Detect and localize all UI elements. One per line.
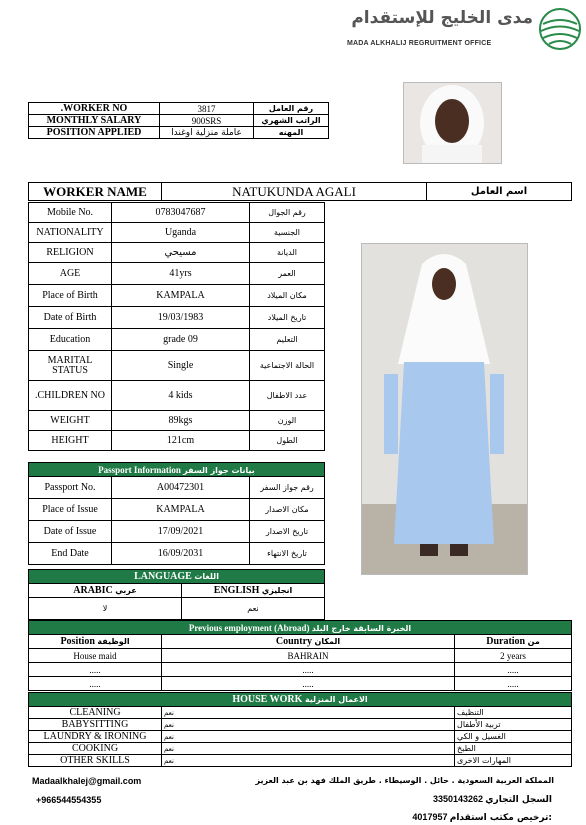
- footer-address: المملكة العربية السعودية . حائل . الوسيطاء . طريق الملك فهد بن عبد العزيز: [255, 776, 554, 785]
- detail-value: 19/03/1983: [112, 307, 250, 329]
- column-header-duration: [455, 635, 572, 649]
- license-number: 4017957: [412, 812, 448, 822]
- position-arabic: الوظيفة: [97, 637, 130, 646]
- house-work-label: COOKING: [29, 743, 162, 755]
- detail-row: [29, 381, 325, 411]
- detail-label-arabic: تاريخ الميلاد: [250, 307, 325, 329]
- language-header: [29, 570, 325, 584]
- previous-employment-header: [29, 621, 572, 635]
- summary-value: عاملة منزلية اوغندا: [160, 127, 254, 139]
- passport-row: [29, 543, 325, 565]
- house-work-label-arabic: الطبخ: [455, 743, 572, 755]
- passport-value: KAMPALA: [112, 499, 250, 521]
- passport-label-arabic: رقم جواز السفر: [250, 477, 325, 499]
- detail-label-arabic: رقم الجوال: [250, 203, 325, 223]
- detail-row: [29, 307, 325, 329]
- passport-value: 16/09/2031: [112, 543, 250, 565]
- summary-row: [29, 115, 329, 127]
- detail-label: MARITAL STATUS: [29, 351, 112, 381]
- passport-label: Passport No.: [29, 477, 112, 499]
- language-header-arabic: اللغات: [194, 572, 219, 581]
- detail-label-arabic: التعليم: [250, 329, 325, 351]
- employment-country: BAHRAIN: [162, 649, 455, 663]
- language-header-english: LANGUAGE: [134, 571, 192, 582]
- previous-employment-header-english: Previous employment (Abroad): [188, 622, 310, 633]
- house-work-header-arabic: الاعمال المنزلية: [304, 695, 368, 704]
- english-label-arabic: انجليزي: [261, 586, 293, 595]
- passport-row: [29, 477, 325, 499]
- house-work-header: [29, 693, 572, 707]
- house-work-row: [29, 719, 572, 731]
- detail-label: AGE: [29, 263, 112, 285]
- detail-value: 41yrs: [112, 263, 250, 285]
- column-header-position: [29, 635, 162, 649]
- detail-label: .CHILDREN NO: [29, 381, 112, 411]
- detail-label: RELIGION: [29, 243, 112, 263]
- house-work-label-arabic: المهارات الاخرى: [455, 755, 572, 767]
- previous-employment-table: [28, 620, 572, 691]
- house-work-header-english: HOUSE WORK: [232, 694, 303, 705]
- brand-logo: [345, 8, 585, 53]
- english-label: [182, 584, 325, 598]
- country-english: Country: [275, 636, 313, 647]
- passport-row: [29, 521, 325, 543]
- detail-row: [29, 263, 325, 285]
- summary-value: 3817: [160, 103, 254, 115]
- detail-label: WEIGHT: [29, 411, 112, 431]
- detail-label: HEIGHT: [29, 431, 112, 451]
- cr-number: 3350143262: [432, 794, 484, 804]
- footer-license: [412, 812, 552, 823]
- house-work-value: نعم: [162, 719, 455, 731]
- passport-header-english: Passport Information: [98, 464, 181, 475]
- country-arabic: المكان: [314, 637, 341, 646]
- employment-country: .....: [162, 677, 455, 691]
- summary-row: [29, 103, 329, 115]
- house-work-row: [29, 755, 572, 767]
- detail-row: [29, 329, 325, 351]
- house-work-label-arabic: تربية الأطفال: [455, 719, 572, 731]
- detail-row: [29, 285, 325, 307]
- passport-label-arabic: تاريخ الاصدار: [250, 521, 325, 543]
- house-work-value: نعم: [162, 743, 455, 755]
- passport-label: Place of Issue: [29, 499, 112, 521]
- house-work-value: نعم: [162, 707, 455, 719]
- brand-name-english: MADA ALKHALIJ REGRUITMENT OFFICE: [347, 40, 492, 47]
- summary-label: .WORKER NO: [29, 103, 160, 115]
- language-table: [28, 569, 325, 620]
- worker-full-body-photo: [361, 243, 528, 575]
- house-work-value: نعم: [162, 731, 455, 743]
- duration-arabic: من: [527, 637, 540, 646]
- arabic-label-arabic: عربي: [115, 586, 137, 595]
- worker-name-label: WORKER NAME: [29, 183, 162, 201]
- worker-name-value: NATUKUNDA AGALI: [162, 183, 427, 201]
- column-header-country: [162, 635, 455, 649]
- detail-value: 89kgs: [112, 411, 250, 431]
- summary-label: MONTHLY SALARY: [29, 115, 160, 127]
- employment-position: .....: [29, 663, 162, 677]
- duration-english: Duration: [486, 636, 526, 647]
- detail-label-arabic: عدد الاطفال: [250, 381, 325, 411]
- worker-details-table: [28, 202, 325, 451]
- summary-row: [29, 127, 329, 139]
- house-work-label: CLEANING: [29, 707, 162, 719]
- passport-row: [29, 499, 325, 521]
- summary-label-arabic: المهنه: [254, 127, 329, 139]
- employment-duration: 2 years: [455, 649, 572, 663]
- summary-value: 900SRS: [160, 115, 254, 127]
- detail-value: Uganda: [112, 223, 250, 243]
- summary-label-arabic: رقم العامل: [254, 103, 329, 115]
- passport-label: End Date: [29, 543, 112, 565]
- employment-row: [29, 649, 572, 663]
- passport-value: 17/09/2021: [112, 521, 250, 543]
- house-work-row: [29, 731, 572, 743]
- detail-row: [29, 243, 325, 263]
- arabic-label-english: ARABIC: [73, 585, 113, 596]
- detail-label-arabic: الطول: [250, 431, 325, 451]
- detail-label-arabic: العمر: [250, 263, 325, 285]
- footer-email: Madaalkhalej@gmail.com: [32, 776, 142, 786]
- worker-name-label-arabic: اسم العامل: [427, 183, 572, 201]
- passport-label-arabic: مكان الاصدار: [250, 499, 325, 521]
- house-work-label: OTHER SKILLS: [29, 755, 162, 767]
- employment-row: [29, 663, 572, 677]
- worker-name-table: [28, 182, 572, 201]
- house-work-row: [29, 707, 572, 719]
- detail-row: [29, 411, 325, 431]
- globe-icon: [537, 6, 583, 52]
- position-english: Position: [60, 636, 95, 647]
- detail-label-arabic: الجنسية: [250, 223, 325, 243]
- detail-value: Single: [112, 351, 250, 381]
- summary-label: POSITION APPLIED: [29, 127, 160, 139]
- house-work-row: [29, 743, 572, 755]
- passport-header: [29, 463, 325, 477]
- detail-row: [29, 203, 325, 223]
- detail-value: 121cm: [112, 431, 250, 451]
- house-work-table: [28, 692, 572, 767]
- passport-header-arabic: بيانات جواز السفر: [183, 465, 255, 475]
- arabic-label: [29, 584, 182, 598]
- detail-label-arabic: الحالة الاجتماعية: [250, 351, 325, 381]
- worker-summary-table: [28, 102, 329, 139]
- passport-label-arabic: تاريخ الانتهاء: [250, 543, 325, 565]
- detail-label-arabic: الديانة: [250, 243, 325, 263]
- detail-value: 4 kids: [112, 381, 250, 411]
- summary-label-arabic: الراتب الشهري: [254, 115, 329, 127]
- employment-position: House maid: [29, 649, 162, 663]
- employment-row: [29, 677, 572, 691]
- employment-position: .....: [29, 677, 162, 691]
- arabic-value: لا: [29, 598, 182, 620]
- detail-label-arabic: الوزن: [250, 411, 325, 431]
- detail-value: grade 09: [112, 329, 250, 351]
- passport-label: Date of Issue: [29, 521, 112, 543]
- house-work-value: نعم: [162, 755, 455, 767]
- footer-phone: +966544554355: [36, 795, 102, 805]
- detail-row: [29, 431, 325, 451]
- cr-label: السجل التجاري: [485, 795, 552, 805]
- passport-value: A00472301: [112, 477, 250, 499]
- employment-country: .....: [162, 663, 455, 677]
- detail-row: [29, 351, 325, 381]
- brand-name-arabic: مدى الخليج للإستقدام: [351, 8, 533, 28]
- detail-label: Date of Birth: [29, 307, 112, 329]
- detail-label: NATIONALITY: [29, 223, 112, 243]
- detail-label: Mobile No.: [29, 203, 112, 223]
- passport-header-row: [29, 463, 325, 477]
- detail-label: Education: [29, 329, 112, 351]
- employment-duration: .....: [455, 663, 572, 677]
- footer-commercial-register: [433, 794, 552, 805]
- house-work-label-arabic: التنظيف: [455, 707, 572, 719]
- detail-value: KAMPALA: [112, 285, 250, 307]
- worker-portrait-photo: [403, 82, 502, 164]
- house-work-label: BABYSITTING: [29, 719, 162, 731]
- detail-label-arabic: مكان الميلاد: [250, 285, 325, 307]
- detail-label: Place of Birth: [29, 285, 112, 307]
- english-value: نعم: [182, 598, 325, 620]
- english-label-english: ENGLISH: [213, 585, 260, 596]
- passport-table: [28, 462, 325, 565]
- detail-value: 0783047687: [112, 203, 250, 223]
- house-work-label-arabic: الغسيل و الكي: [455, 731, 572, 743]
- license-label: ترخيص مكتب استقدام:: [449, 813, 552, 823]
- previous-employment-header-arabic: الخبرة السابقة خارج البلد: [311, 623, 412, 633]
- house-work-label: LAUNDRY & IRONING: [29, 731, 162, 743]
- employment-duration: .....: [455, 677, 572, 691]
- detail-row: [29, 223, 325, 243]
- detail-value: مسيحي: [112, 243, 250, 263]
